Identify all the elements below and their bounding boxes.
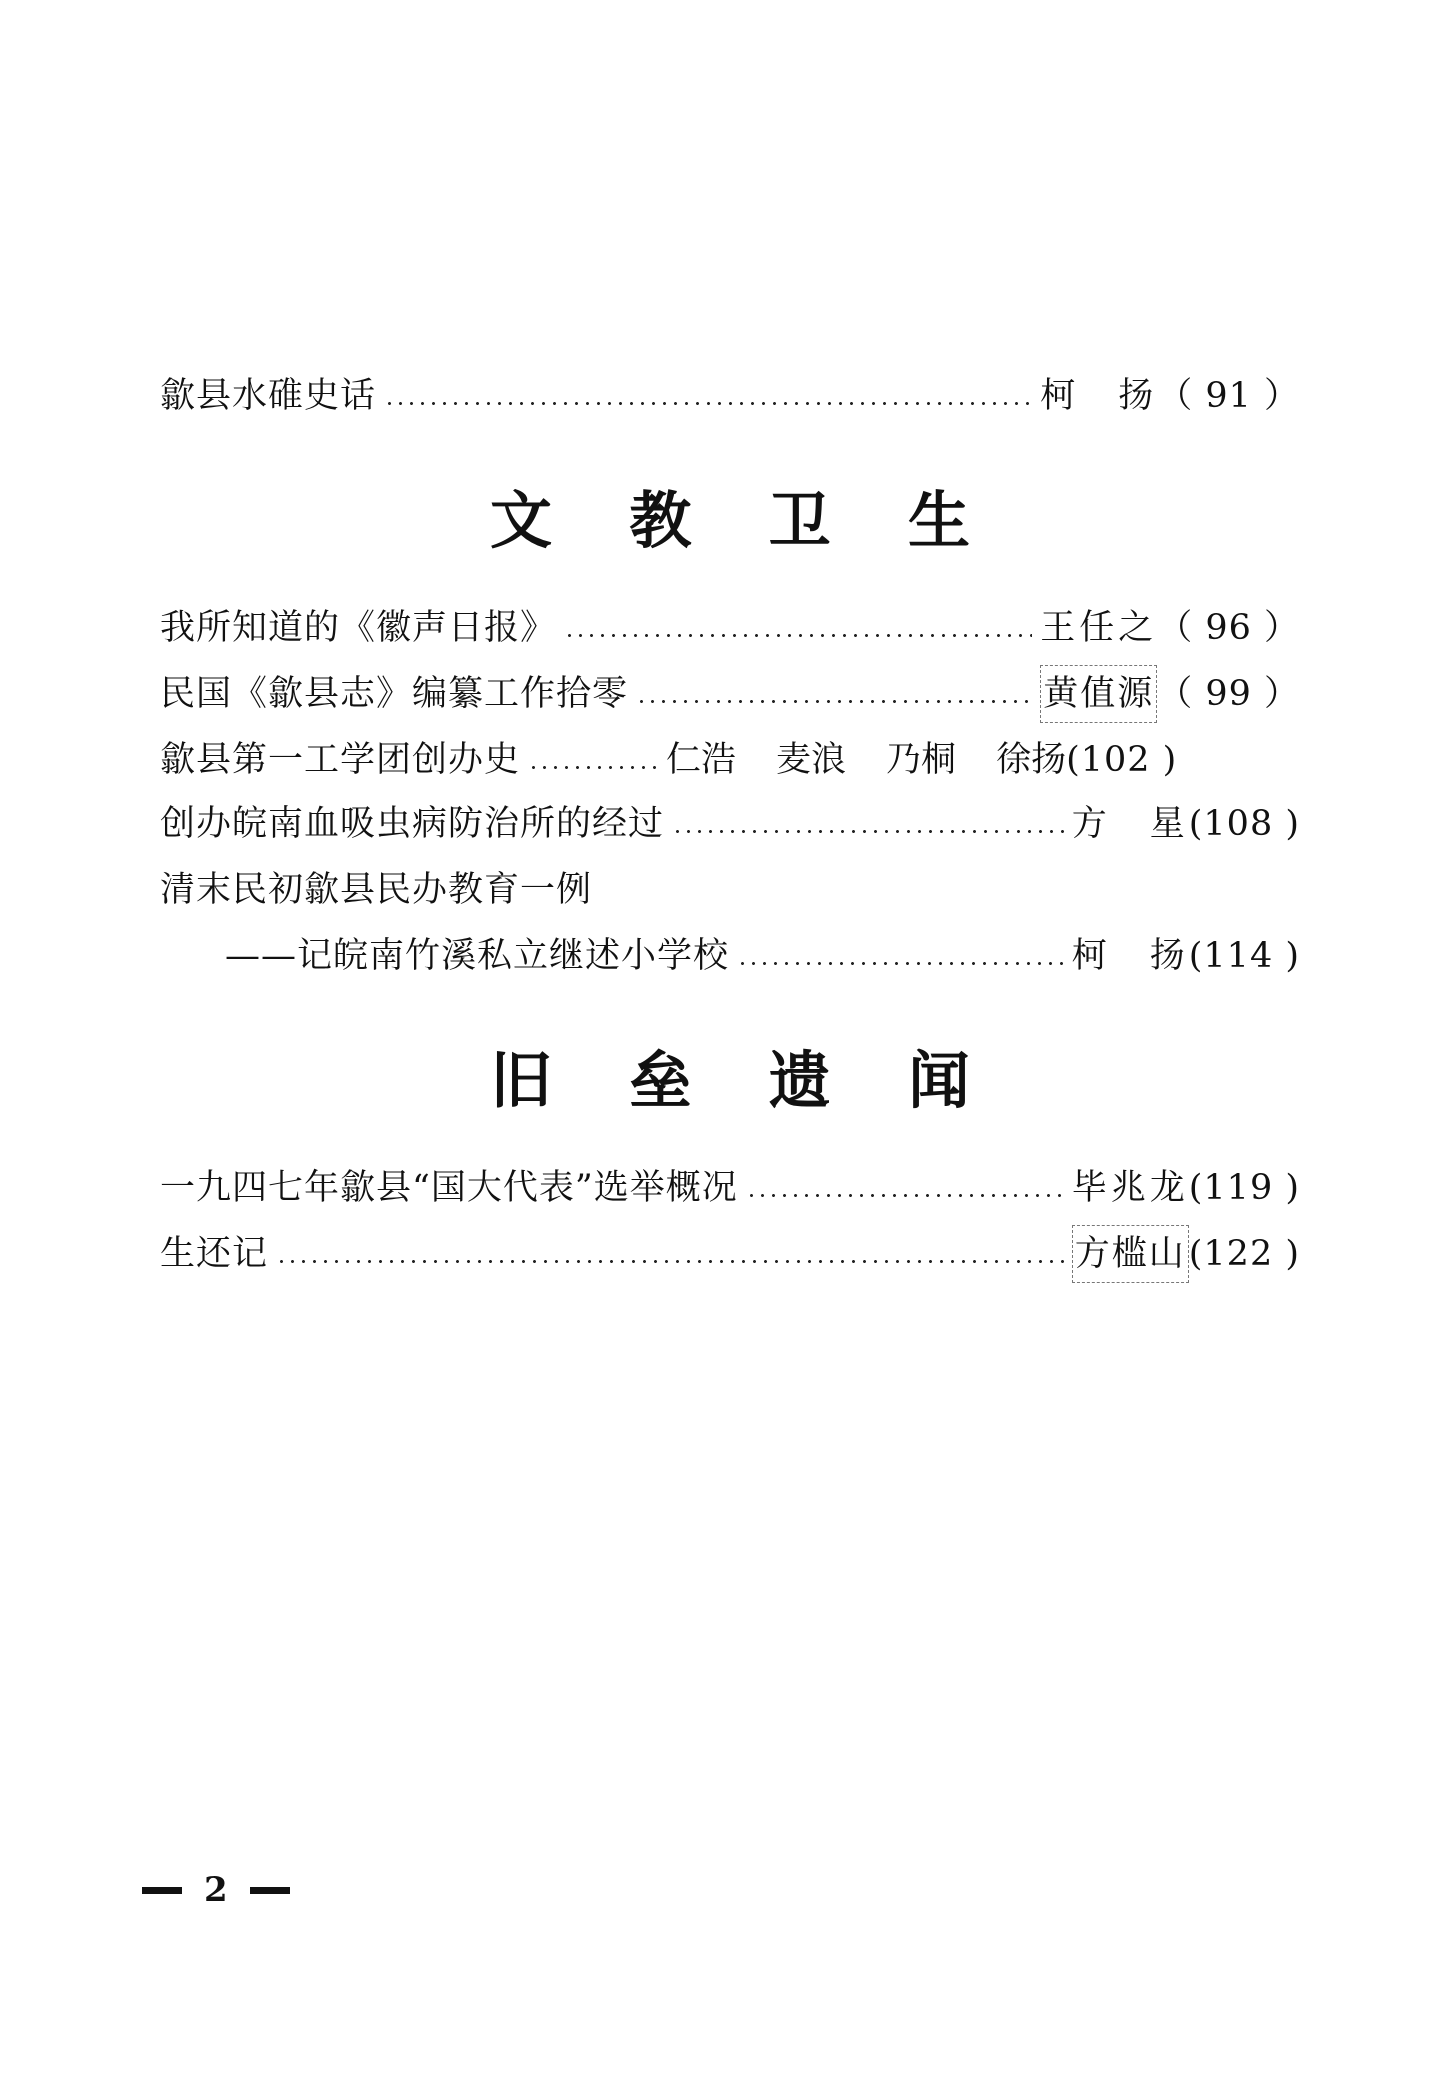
toc-entry[interactable] [160, 368, 1300, 424]
toc-entry[interactable] [160, 796, 1300, 852]
entry-author: 黄值源 [1040, 665, 1157, 723]
section-heading-culture-education: 文 教 卫 生 [490, 483, 970, 557]
toc-entry[interactable] [160, 600, 1300, 656]
entry-title: 一九四七年歙县“国大代表”选举概况 [160, 1168, 738, 1208]
entry-page: (108 ) [1188, 804, 1300, 844]
dash-right [250, 1887, 290, 1894]
entry-title: 歙县水碓史话 [160, 376, 377, 416]
entry-author: 仁浩 [666, 740, 737, 780]
toc-entry[interactable] [160, 1160, 1300, 1216]
entry-author: 毕兆龙 [1071, 1168, 1189, 1208]
entry-title: 歙县第一工学团创办史 [160, 740, 521, 780]
entry-subtitle: ——记皖南竹溪私立继述小学校 [225, 936, 730, 976]
entry-author: 方 星 [1071, 804, 1189, 844]
dot-leader [564, 634, 1032, 637]
entry-author: 王任之 [1040, 608, 1158, 648]
entry-title: 生还记 [160, 1234, 269, 1274]
toc-entry[interactable] [160, 666, 1300, 722]
dot-leader [636, 700, 1032, 703]
entry-author: 方槛山 [1072, 1225, 1189, 1283]
entry-author: 麦浪 [776, 740, 847, 780]
toc-entry-subtitle[interactable] [225, 928, 1300, 984]
entry-page: (119 ) [1188, 1168, 1300, 1208]
entry-author: 徐扬 [996, 740, 1067, 780]
page-number [120, 1865, 312, 1915]
entry-page: （ 91 ） [1157, 376, 1300, 416]
dot-leader [276, 1260, 1064, 1263]
toc-entry[interactable] [160, 732, 1300, 788]
dot-leader [737, 962, 1064, 965]
dot-leader [672, 830, 1064, 833]
entry-author: 柯 扬 [1071, 936, 1189, 976]
dot-leader [528, 766, 658, 769]
dot-leader [746, 1194, 1064, 1197]
entry-page: (102 ) [1066, 740, 1178, 780]
entry-page: (122 ) [1188, 1234, 1300, 1274]
section-heading-old-stories: 旧 垒 遗 闻 [490, 1043, 970, 1117]
entry-title: 民国《歙县志》编纂工作拾零 [160, 674, 629, 714]
toc-entry[interactable] [160, 1226, 1300, 1282]
entry-title: 清末民初歙县民办教育一例 [160, 870, 593, 910]
entry-author: 乃桐 [886, 740, 957, 780]
entry-title: 创办皖南血吸虫病防治所的经过 [160, 804, 665, 844]
entry-page: (114 ) [1188, 936, 1300, 976]
entry-title: 我所知道的《徽声日报》 [160, 608, 557, 648]
entry-authors [666, 732, 1066, 788]
entry-page: （ 96 ） [1157, 608, 1300, 648]
dash-left [142, 1887, 182, 1894]
entry-page: （ 99 ） [1157, 674, 1300, 714]
page-number-text: 2 [204, 1870, 228, 1910]
toc-entry-heading[interactable] [160, 862, 1300, 918]
entry-author: 柯 扬 [1040, 376, 1158, 416]
dot-leader [384, 402, 1032, 405]
